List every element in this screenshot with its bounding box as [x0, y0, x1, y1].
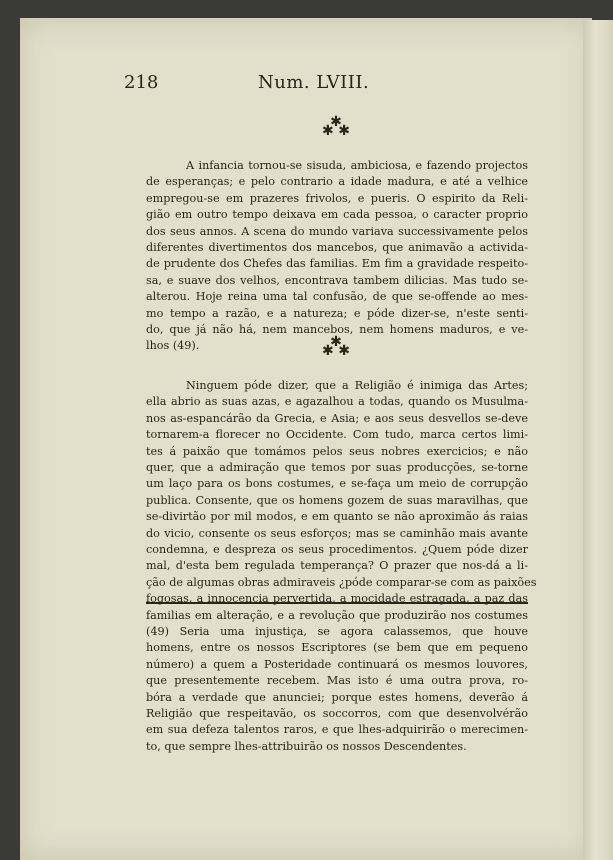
ornament-star-left: ✱	[322, 123, 334, 139]
text-line: tornarem-a florecer no Occidente. Com tudo, marca certos limi-	[146, 428, 528, 442]
text-line: lhos (49).	[146, 339, 200, 353]
text-line: se-divirtão por mil modos, e em quanto se não aproximão ás raias	[146, 510, 528, 524]
asterism-ornament-2	[306, 334, 366, 359]
text-line: mo tempo a razão, e a natureza; e póde dizer-se, n'este senti-	[146, 306, 528, 320]
text-line: que presentemente recebem. Mas isto é uma outra prova, ro-	[146, 674, 528, 688]
text-line: empregou-se em prazeres frivolos, e pueris. O espirito da Reli-	[146, 191, 528, 205]
running-title: Num. LVIII.	[258, 72, 370, 93]
text-line: Ninguem póde dizer, que a Religião é inimiga das Artes;	[186, 379, 528, 392]
text-line: diferentes divertimentos dos mancebos, que animavão a activida-	[146, 241, 528, 255]
ornament-star-top: ✱	[330, 334, 342, 350]
text-line: quer, que a admiração que temos por suas producções, se-torne	[146, 461, 528, 475]
page-number: 218	[124, 72, 159, 93]
footnote-49	[146, 624, 528, 755]
text-line: alterou. Hoje reina uma tal confusão, de que se-offende ao mes-	[146, 290, 528, 304]
text-line: to, que sempre lhes-attribuirão os nossos Descendentes.	[146, 739, 467, 753]
text-line: de prudente dos Chefes das familias. Em fim a gravidade respeito-	[146, 257, 528, 271]
text-line: (49) Seria uma injustiça, se agora calassemos, que houve	[146, 625, 528, 638]
asterism-ornament-1	[306, 114, 366, 139]
text-line: ella abrio as suas azas, e agazalhou a todas, quando os Musulma-	[146, 395, 528, 409]
text-line: familias em alteração, e a revolução que produzirão nos costumes	[146, 608, 528, 622]
text-line: um laço para os bons costumes, e se-faça um meio de corrupção	[146, 477, 528, 491]
text-line: ção de algumas obras admiraveis ¿póde comparar-se com as paixões	[146, 575, 537, 589]
ornament-star-right: ✱	[338, 123, 350, 139]
text-line: bóra a verdade que anunciei; porque estes homens, deverão á	[146, 690, 528, 704]
text-line: mal, d'esta bem regulada temperança? O prazer que nos-dá a li-	[146, 559, 528, 573]
text-line: condemna, e despreza os seus procedimentos. ¿Quem póde dizer	[146, 543, 528, 557]
text-line: publica. Consente, que os homens gozem de suas maravilhas, que	[146, 493, 528, 507]
page-header	[0, 72, 613, 96]
text-line: dos seus annos. A scena do mundo variava successivamente pelos	[146, 224, 528, 238]
text-line: sa, e suave dos velhos, encontrava tambem dilicias. Mas tudo se-	[146, 273, 528, 287]
ornament-star-top: ✱	[330, 114, 342, 130]
text-line: homens, entre os nossos Escriptores (se bem que em pequeno	[146, 641, 528, 655]
page-edge	[583, 20, 613, 860]
text-line: tes á paixão que tomámos pelos seus nobres exercicios; e não	[146, 444, 528, 458]
ornament-star-left: ✱	[322, 343, 334, 359]
text-line: de esperanças; e pelo contrario a idade madura, e até a velhice	[146, 175, 528, 189]
text-line: nos as-espancárão da Grecia, e Asia; e aos seus desvellos se-deve	[146, 411, 528, 425]
text-line: Religião que respeitavão, os soccorros, com que desenvolvérão	[146, 707, 528, 721]
paragraph-2	[146, 378, 537, 624]
text-line: gião em outro tempo deixava em cada pessoa, o caracter proprio	[146, 208, 528, 222]
text-line: em sua defeza talentos raros, e que lhes-adquirirão o merecimen-	[146, 723, 528, 737]
paragraph-1	[146, 158, 528, 355]
text-line: do vicio, consente os seus esforços; mas se caminhão mais avante	[146, 526, 528, 540]
text-line: número) a quem a Posteridade continuará os mesmos louvores,	[146, 657, 528, 671]
text-line: do, que já não há, nem mancebos, nem homens maduros, e ve-	[146, 323, 528, 337]
ornament-star-right: ✱	[338, 343, 350, 359]
footnote-divider	[146, 602, 528, 604]
text-line: A infancia tornou-se sisuda, ambiciosa, e fazendo projectos	[186, 159, 528, 172]
text-line: fogosas, a innocencia pervertida, a mocidade estragada, a paz das	[146, 592, 528, 606]
